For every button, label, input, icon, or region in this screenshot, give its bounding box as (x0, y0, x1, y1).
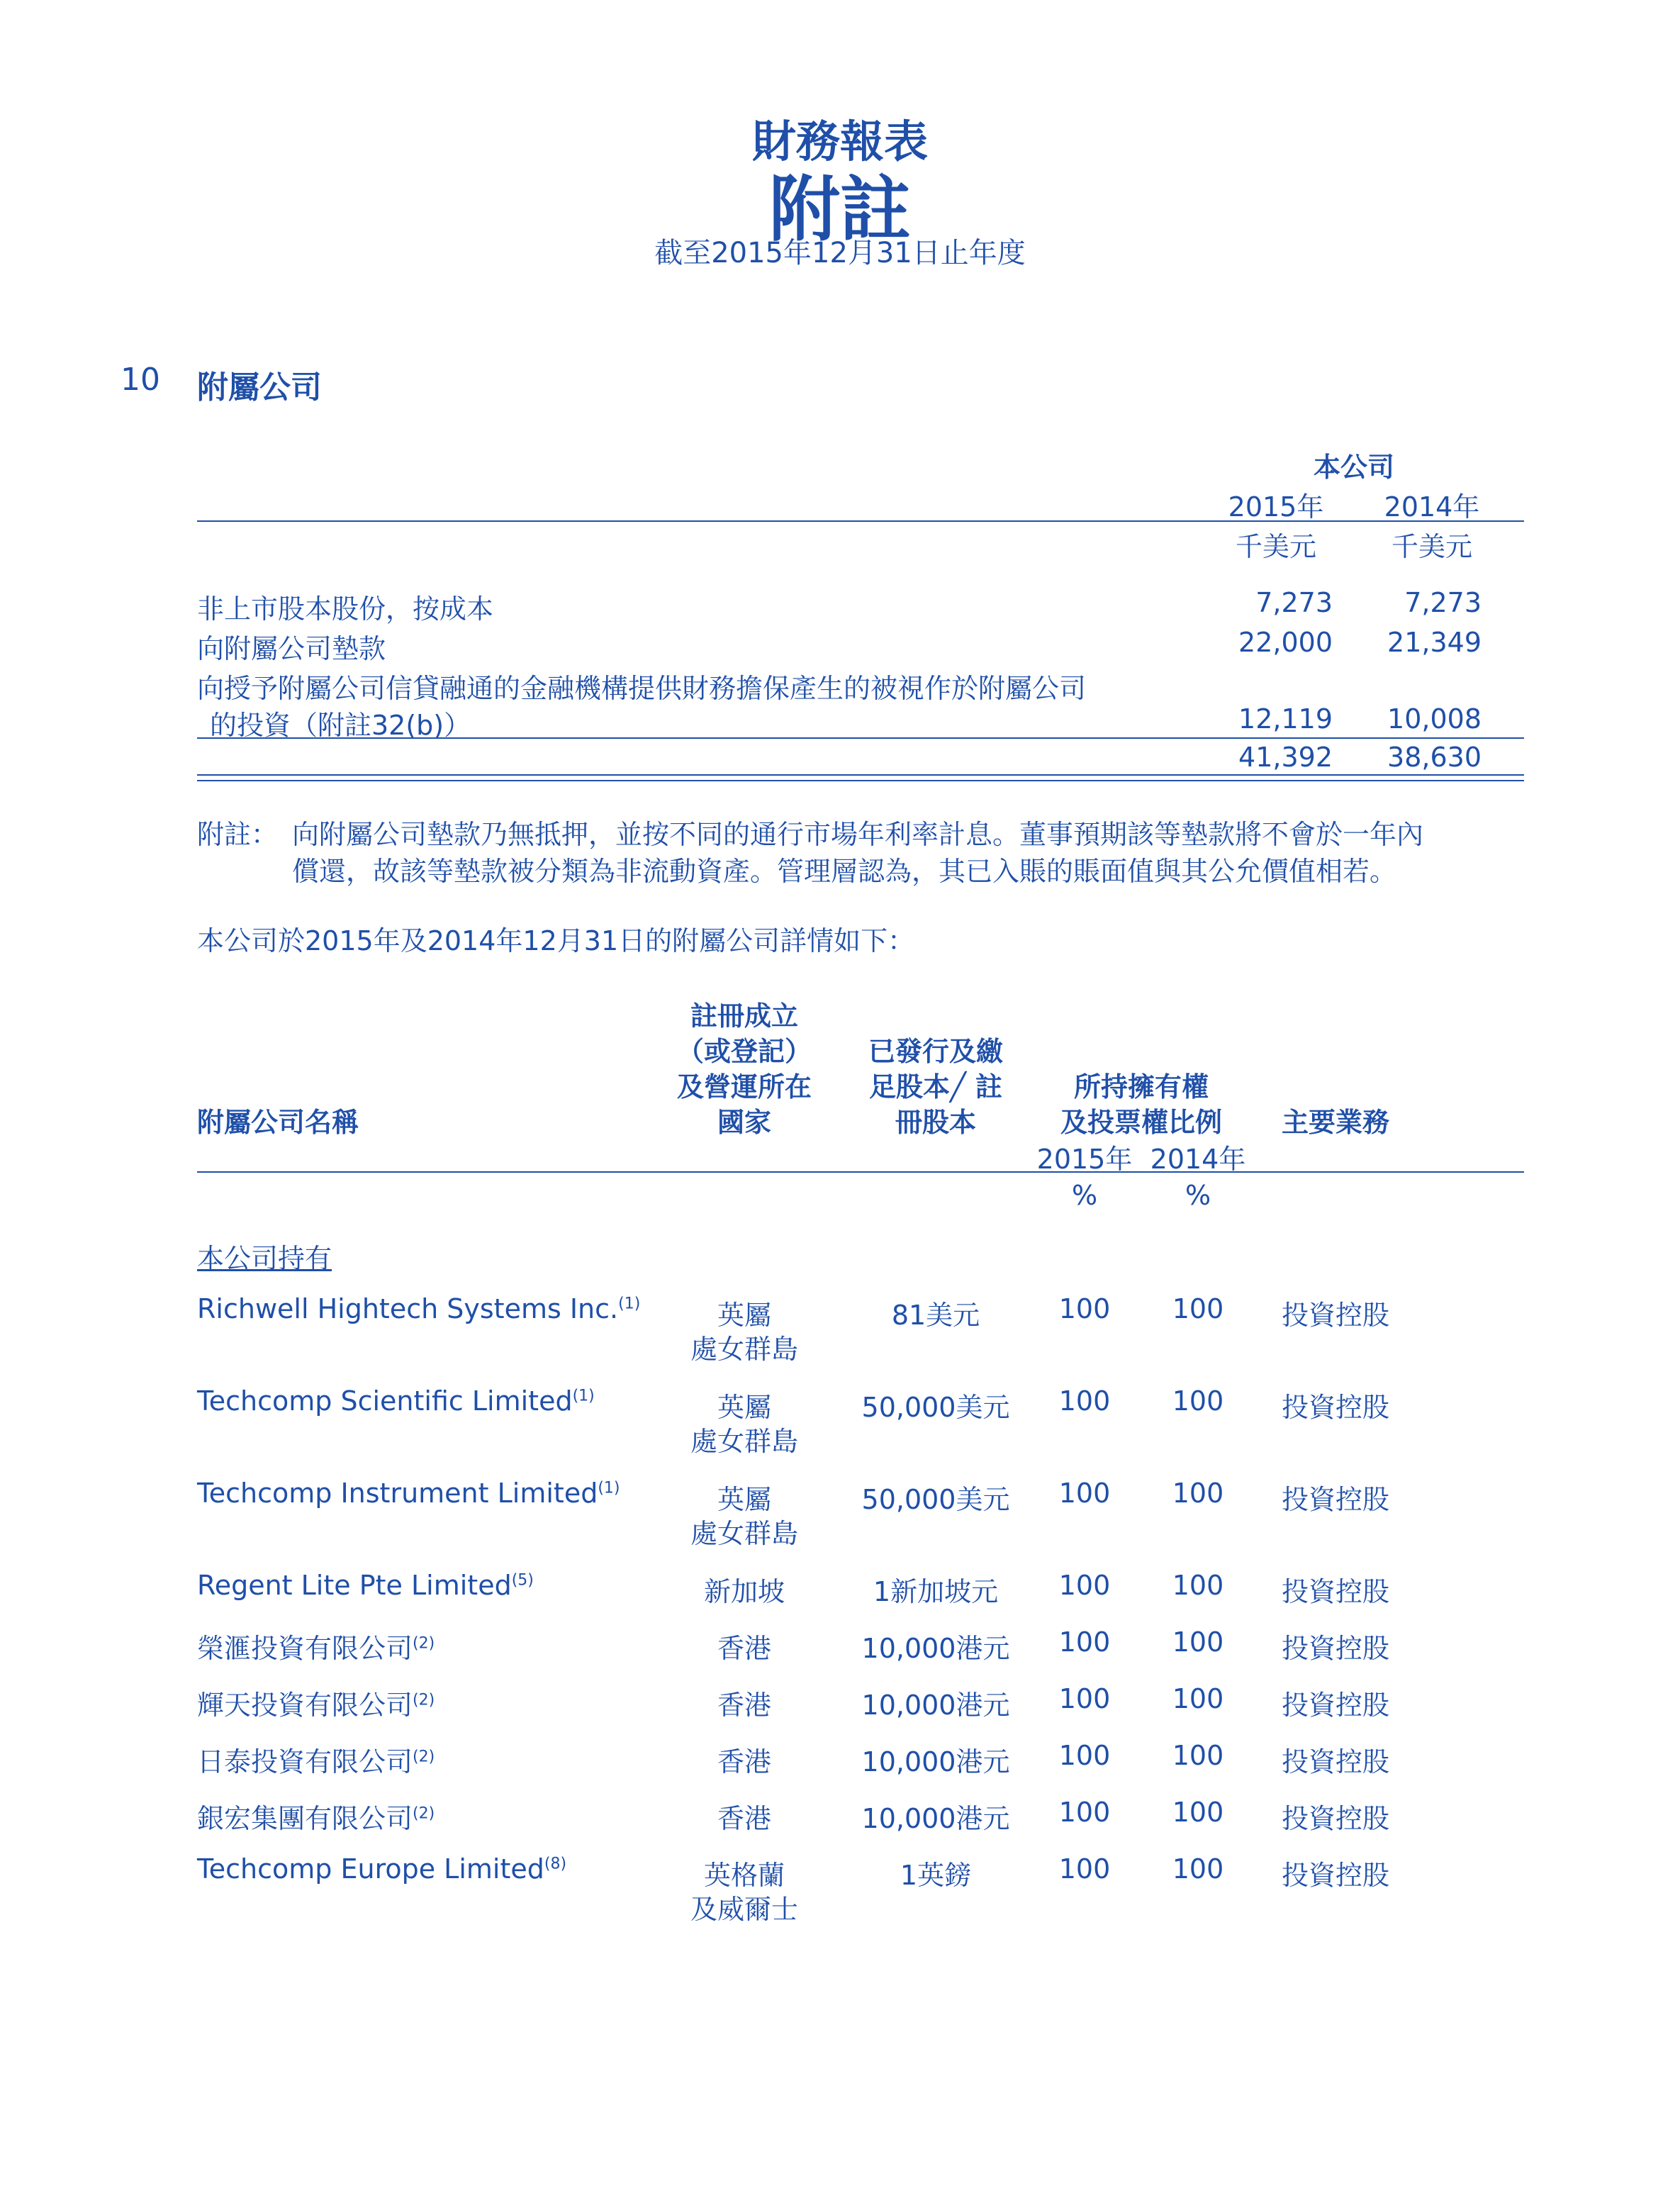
subsidiary-name: Richwell Hightech Systems Inc.$^{(1)}$ (197, 1293, 641, 1324)
name-header: 附屬公司名稱 (197, 1107, 359, 1138)
ownership-2014: 100 (1172, 1626, 1224, 1658)
subsidiary-name: Regent Lite Pte Limited$^{(5)}$ (197, 1570, 534, 1601)
place-header-line4: 國家 (717, 1107, 771, 1138)
total-double-rule-top (197, 774, 1524, 776)
subsidiary-name: Techcomp Instrument Limited$^{(1)}$ (197, 1478, 620, 1509)
subsidiary-name: 榮滙投資有限公司$^{(2)}$ (197, 1633, 435, 1664)
principal-activity: 投資控股 (1282, 1392, 1390, 1423)
group-label: 本公司持有 (197, 1243, 332, 1274)
subsidiary-name: 日泰投資有限公司$^{(2)}$ (197, 1746, 435, 1777)
footnote-ref: (2) (413, 1634, 435, 1653)
row-label: 向附屬公司墊款 (197, 633, 386, 664)
principal-activity: 投資控股 (1282, 1633, 1390, 1664)
principal-activity: 投資控股 (1282, 1690, 1390, 1721)
share-capital: 10,000港元 (861, 1690, 1010, 1721)
note-text-line2: 償還，故該等墊款被分類為非流動資產。管理層認為，其已入賬的賬面值與其公允價值相若。 (292, 856, 1397, 887)
row-value-2014: 21,349 (1387, 627, 1482, 658)
principal-activity: 投資控股 (1282, 1484, 1390, 1515)
place-line1: 香港 (717, 1633, 771, 1664)
period-caption: 截至2015年12月31日止年度 (654, 237, 1026, 269)
share-capital: 50,000美元 (861, 1484, 1010, 1515)
ownership-2015: 100 (1058, 1797, 1111, 1828)
percent-2015: % (1071, 1180, 1098, 1211)
section-number: 10 (121, 362, 160, 398)
business-header: 主要業務 (1282, 1107, 1390, 1138)
note-text-line1: 向附屬公司墊款乃無抵押，並按不同的通行市場年利率計息。董事預期該等墊款將不會於一年內 (292, 819, 1424, 850)
row-value-2015: 12,119 (1238, 703, 1333, 735)
year-2014-header: 2014年 (1384, 491, 1480, 523)
percent-2014: % (1185, 1180, 1211, 1211)
subsidiary-name: Techcomp Europe Limited$^{(8)}$ (197, 1853, 567, 1885)
total-2015: 41,392 (1238, 742, 1333, 773)
place-header-line1: 註冊成立 (690, 1000, 798, 1032)
header-rule (197, 1171, 1524, 1173)
subsidiary-name: Techcomp Scientific Limited$^{(1)}$ (197, 1385, 595, 1417)
company-header: 本公司 (1313, 452, 1394, 483)
share-capital: 1英鎊 (900, 1860, 972, 1891)
place-line2: 及威爾士 (690, 1894, 798, 1925)
principal-activity: 投資控股 (1282, 1860, 1390, 1891)
unit-2014: 千美元 (1391, 531, 1472, 562)
row-label-continued: 的投資（附註32(b)） (210, 710, 471, 741)
place-line1: 英屬 (717, 1484, 771, 1515)
share-capital: 10,000港元 (861, 1746, 1010, 1777)
place-header-line2: （或登記） (676, 1036, 812, 1067)
unit-2015: 千美元 (1235, 531, 1316, 562)
total-double-rule-bottom (197, 780, 1524, 781)
footnote-ref: (1) (618, 1295, 641, 1313)
capital-header-line2: 足股本╱ 註 (868, 1071, 1003, 1103)
principal-activity: 投資控股 (1282, 1746, 1390, 1777)
share-capital: 10,000港元 (861, 1803, 1010, 1834)
footnote-ref: (2) (413, 1804, 435, 1823)
footnote-ref: (1) (598, 1479, 620, 1497)
place-line1: 英格蘭 (703, 1860, 785, 1891)
ownership-2015: 100 (1058, 1853, 1111, 1885)
ownership-header-line2: 及投票權比例 (1060, 1107, 1222, 1138)
ownership-2014: 100 (1172, 1797, 1224, 1828)
ownership-2015: 100 (1058, 1570, 1111, 1601)
ownership-2014: 100 (1172, 1478, 1224, 1509)
subsidiary-name: 輝天投資有限公司$^{(2)}$ (197, 1690, 435, 1721)
ownership-2014: 100 (1172, 1385, 1224, 1417)
ownership-2015: 100 (1058, 1740, 1111, 1771)
place-line1: 英屬 (717, 1300, 771, 1331)
year-2015-header: 2015年 (1036, 1144, 1133, 1175)
place-line2: 處女群島 (690, 1518, 798, 1549)
page-subtitle: 附註 (769, 168, 911, 251)
capital-header-line1: 已發行及繳 (868, 1036, 1003, 1067)
footnote-ref: (2) (413, 1691, 435, 1709)
footnote-ref: (2) (413, 1748, 435, 1766)
ownership-2014: 100 (1172, 1740, 1224, 1771)
place-line1: 香港 (717, 1803, 771, 1834)
row-label: 非上市股本股份，按成本 (197, 593, 494, 625)
ownership-2015: 100 (1058, 1293, 1111, 1324)
row-value-2014: 10,008 (1387, 703, 1482, 735)
page-title: 財務報表 (751, 116, 928, 167)
ownership-2015: 100 (1058, 1385, 1111, 1417)
row-label: 向授予附屬公司信貸融通的金融機構提供財務擔保產生的被視作於附屬公司 (197, 673, 1087, 704)
place-line2: 處女群島 (690, 1334, 798, 1365)
footnote-ref: (5) (511, 1571, 534, 1590)
section-title: 附屬公司 (197, 369, 322, 406)
principal-activity: 投資控股 (1282, 1576, 1390, 1607)
subsidiary-name: 銀宏集團有限公司$^{(2)}$ (197, 1803, 435, 1834)
place-line1: 英屬 (717, 1392, 771, 1423)
ownership-2015: 100 (1058, 1478, 1111, 1509)
row-value-2015: 7,273 (1255, 587, 1333, 618)
year-2015-header: 2015年 (1228, 491, 1324, 523)
share-capital: 81美元 (891, 1300, 980, 1331)
footnote-ref: (8) (544, 1855, 567, 1873)
note-label: 附註： (197, 819, 279, 850)
place-header-line3: 及營運所在 (676, 1071, 812, 1103)
place-line1: 新加坡 (703, 1576, 785, 1607)
row-value-2014: 7,273 (1404, 587, 1482, 618)
ownership-2015: 100 (1058, 1683, 1111, 1714)
ownership-2014: 100 (1172, 1683, 1224, 1714)
ownership-header-line1: 所持擁有權 (1073, 1071, 1209, 1103)
place-line1: 香港 (717, 1746, 771, 1777)
ownership-2014: 100 (1172, 1293, 1224, 1324)
subtotal-rule (197, 737, 1524, 739)
place-line2: 處女群島 (690, 1426, 798, 1457)
header-rule (197, 520, 1524, 522)
total-2014: 38,630 (1387, 742, 1482, 773)
ownership-2015: 100 (1058, 1626, 1111, 1658)
principal-activity: 投資控股 (1282, 1300, 1390, 1331)
row-value-2015: 22,000 (1238, 627, 1333, 658)
capital-header-line3: 冊股本 (895, 1107, 976, 1138)
place-line1: 香港 (717, 1690, 771, 1721)
intro-text: 本公司於2015年及2014年12月31日的附屬公司詳情如下： (197, 925, 915, 956)
ownership-2014: 100 (1172, 1853, 1224, 1885)
footnote-ref: (1) (572, 1387, 595, 1405)
year-2014-header: 2014年 (1150, 1144, 1246, 1175)
share-capital: 50,000美元 (861, 1392, 1010, 1423)
share-capital: 1新加坡元 (873, 1576, 999, 1607)
share-capital: 10,000港元 (861, 1633, 1010, 1664)
ownership-2014: 100 (1172, 1570, 1224, 1601)
principal-activity: 投資控股 (1282, 1803, 1390, 1834)
